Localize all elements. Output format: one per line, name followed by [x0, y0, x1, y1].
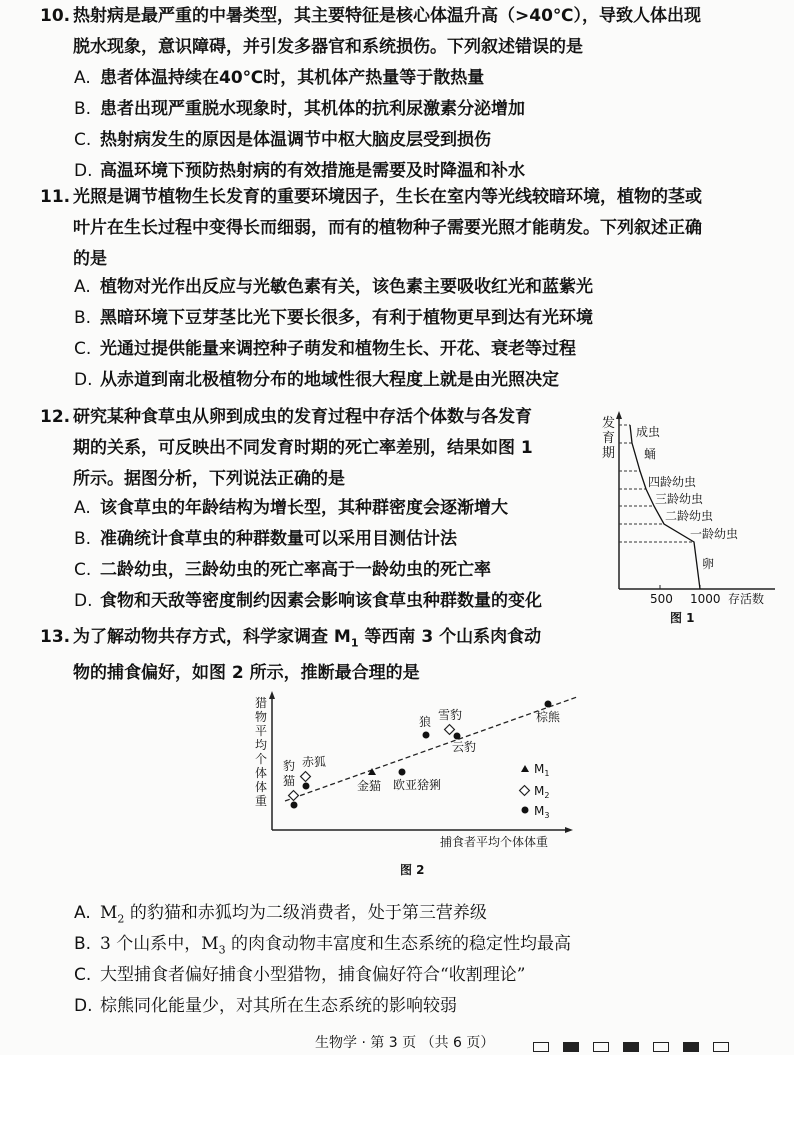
animal-label-clouded-leopard: 云豹: [452, 740, 477, 754]
y-axis-label: [255, 695, 267, 808]
scan-mark: [593, 1042, 609, 1052]
svg-text:平: 平: [255, 724, 268, 738]
legend-m3: $M_3$: [534, 804, 550, 820]
stage-label-instar3: 三龄幼虫: [655, 492, 704, 506]
option-c[interactable]: C. 热射病发生的原因是体温调节中枢大脑皮层受到损伤: [74, 130, 491, 150]
question-number: 13.: [40, 627, 71, 647]
scan-marks: [533, 1036, 743, 1055]
option-d[interactable]: D. 高温环境下预防热射病的有效措施是需要及时降温和补水: [74, 161, 525, 181]
svg-text:体: 体: [255, 766, 268, 780]
stage-label-pupa: 蛹: [644, 447, 657, 461]
scan-mark: [563, 1042, 579, 1052]
x-axis-label: 存活数: [728, 592, 765, 606]
option-c[interactable]: C. 大型捕食者偏好捕食小型猎物，捕食偏好符合“收割理论”: [74, 965, 526, 985]
animal-label-golden-cat: 金猫: [357, 779, 382, 793]
x-tick-1000: 1000: [690, 592, 721, 606]
option-b[interactable]: B. 准确统计食草虫的种群数量可以采用目测估计法: [74, 529, 457, 549]
question-13: [40, 622, 600, 686]
option-d[interactable]: D. 食物和天敌等密度制约因素会影响该食草虫种群数量的变化: [74, 591, 542, 611]
scan-mark: [533, 1042, 549, 1052]
option-a[interactable]: A. 患者体温持续在40℃时，其机体产热量等于散热量: [74, 68, 485, 88]
question-stem: 光照是调节植物生长发育的重要环境因子，生长在室内等光线较暗环境，植物的茎或 叶片在生长过程中变得长而细弱，而有的植物种子需要光照才能萌发。下列叙述正确 的是: [73, 187, 702, 269]
legend-diamond: [520, 786, 530, 796]
stage-label-egg: 卵: [702, 557, 715, 571]
point-snow-leopard-m2: [445, 725, 455, 735]
x-axis-label: 捕食者平均个体体重: [440, 835, 549, 849]
stage-label-adult: 成虫: [636, 425, 661, 439]
legend-triangle: [521, 765, 529, 772]
figure-caption: 图 2: [400, 863, 425, 877]
svg-text:物: 物: [255, 710, 268, 724]
question-10: [40, 1, 770, 186]
option-d[interactable]: D. 从赤道到南北极植物分布的地域性很大程度上就是由光照决定: [74, 370, 559, 390]
legend-m2: $M_2$: [534, 784, 550, 800]
point-wolf-m3: [423, 732, 430, 739]
stage-label-instar2: 二龄幼虫: [665, 509, 714, 523]
y-axis-arrow: [616, 411, 622, 419]
animal-label-wolf: 狼: [419, 715, 432, 729]
y-axis-label-char: 发: [602, 416, 616, 431]
question-number: 12.: [40, 407, 71, 427]
option-c[interactable]: C. 二龄幼虫，三龄幼虫的死亡率高于一龄幼虫的死亡率: [74, 560, 491, 580]
scan-mark: [653, 1042, 669, 1052]
svg-text:期: 期: [602, 446, 616, 461]
question-number: 11.: [40, 187, 71, 207]
option-b[interactable]: B. 患者出现严重脱水现象时，其机体的抗利尿激素分泌增加: [74, 99, 525, 119]
figure-1-survival-diagram: [590, 405, 785, 625]
option-a[interactable]: A. 植物对光作出反应与光敏色素有关，该色素主要吸收红光和蓝紫光: [74, 277, 593, 297]
question-stem: 热射病是最严重的中暑类型，其主要特征是核心体温升高（>40℃），导致人体出现 脱水现象，意识障碍，并引发多器官和系统损伤。下列叙述错误的是: [73, 6, 701, 57]
point-leopard-cat-m2: [289, 791, 299, 801]
option-a[interactable]: A. $M_2$ 的豹猫和赤狐均为二级消费者，处于第三营养级: [74, 903, 487, 926]
question-13-options: [40, 898, 740, 1028]
question-12: [40, 402, 600, 617]
question-stem: 研究某种食草虫从卵到成虫的发育过程中存活个体数与各发育 期的关系，可反映出不同发育时期的死亡率差别，结果如图 1 所示。据图分析，下列说法正确的是: [73, 407, 533, 489]
point-brown-bear-m3: [545, 701, 552, 708]
point-clouded-leopard-m3: [454, 733, 461, 740]
stage-label-instar1: 一龄幼虫: [690, 527, 739, 541]
survival-curve: [630, 425, 700, 589]
scan-mark: [683, 1042, 699, 1052]
svg-text:豹: 豹: [283, 759, 296, 773]
point-leopard-cat-m3: [291, 802, 298, 809]
svg-text:体: 体: [255, 780, 268, 794]
question-stem: 为了解动物共存方式，科学家调查 $M_1$ 等西南 3 个山系肉食动 物的捕食偏好，如图 2 所示，推断最合理的是: [73, 627, 542, 684]
x-tick-500: 500: [650, 592, 673, 606]
svg-text:重: 重: [255, 794, 268, 808]
option-b[interactable]: B. 3 个山系中，$M_3$ 的肉食动物丰富度和生态系统的稳定性均最高: [74, 934, 572, 957]
svg-text:育: 育: [602, 431, 616, 446]
stage-label-instar4: 四龄幼虫: [648, 475, 697, 489]
animal-label-lynx: 欧亚猞猁: [393, 778, 442, 792]
figure-caption: 图 1: [670, 611, 695, 625]
point-red-fox-m2: [301, 772, 311, 782]
question-11: [40, 182, 775, 397]
svg-text:均: 均: [255, 738, 268, 752]
scan-mark: [713, 1042, 729, 1052]
point-red-fox-m3: [303, 783, 310, 790]
figure-2-scatter: [245, 685, 585, 885]
option-c[interactable]: C. 光通过提供能量来调控种子萌发和植物生长、开花、衰老等过程: [74, 339, 576, 359]
animal-label-brown-bear: 棕熊: [536, 710, 561, 724]
animal-label-leopard-cat: [283, 759, 295, 788]
point-lynx-m3: [399, 769, 406, 776]
legend-circle: [522, 807, 529, 814]
svg-text:猫: 猫: [283, 774, 296, 788]
legend: [520, 762, 550, 820]
svg-text:猎: 猎: [255, 696, 268, 710]
svg-text:个: 个: [255, 752, 268, 766]
question-number: 10.: [40, 6, 71, 26]
option-d[interactable]: D. 棕熊同化能量少，对其所在生态系统的影响较弱: [74, 996, 457, 1016]
option-b[interactable]: B. 黑暗环境下豆芽茎比光下要长很多，有利于植物更早到达有光环境: [74, 308, 593, 328]
scan-mark: [623, 1042, 639, 1052]
page-footer: 生物学 · 第 3 页 （共 6 页）: [315, 1035, 495, 1051]
animal-label-snow-leopard: 雪豹: [438, 708, 463, 722]
animal-label-red-fox: 赤狐: [302, 755, 327, 769]
option-a[interactable]: A. 该食草虫的年龄结构为增长型，其种群密度会逐渐增大: [74, 498, 508, 518]
legend-m1: $M_1$: [534, 762, 550, 778]
